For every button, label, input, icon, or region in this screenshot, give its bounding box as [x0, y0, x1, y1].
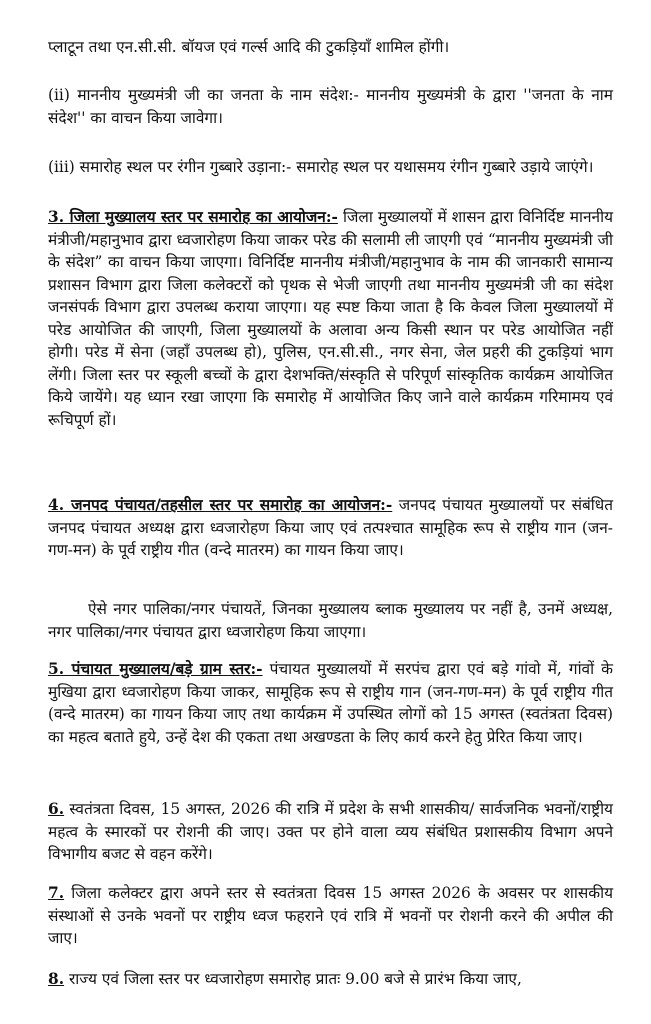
section-3-heading: 3. जिला मुख्यालय स्तर पर समारोह का आयोजन:- — [48, 208, 338, 226]
section-4-body: जनपद पंचायत मुख्यालयों पर संबंधित जनपद पंचायत अध्यक्ष द्वारा ध्वजारोहण किया जाए एवं तत्पश्चात सामूहिक रूप से राष्ट्रीय गान (जन-गण-मन) के पूर्व राष्ट्रीय गीत (वन्दे मातरम) का गायन किया जाए। — [48, 496, 613, 559]
section-4-sub-paragraph: ऐसे नगर पालिका/नगर पंचायतें, जिनका मुख्यालय ब्लाक मुख्यालय पर नहीं है, उनमें अध्यक्ष, नगर पालिका/नगर पंचायत द्वारा ध्वजारोहण किया जाएगा। — [48, 600, 613, 641]
paragraph-continuation: प्लाटून तथा एन.सी.सी. बॉयज एवं गर्ल्स आदि की टुकड़ियाँ शामिल होंगी। — [48, 38, 450, 56]
section-4-heading: 4. जनपद पंचायत/तहसील स्तर पर समारोह का आयोजन:- — [48, 496, 393, 514]
section-5-panchayat-village — [48, 658, 613, 748]
section-6-body: स्वतंत्रता दिवस, 15 अगस्त, 2026 की रात्रि में प्रदेश के सभी शासकीय/ सार्वजनिक भवनों/राष्ट्रीय महत्व के स्मारकों पर रोशनी की जाए। उक्त पर होने वाला व्यय संबंधित प्रशासकीय विभाग अपने विभागीय बजट से वहन करेंगे। — [48, 800, 613, 863]
section-8-flag-hoisting-time — [48, 968, 613, 991]
section-3-body: जिला मुख्यालयों में शासन द्वारा विनिर्दिष्ट माननीय मंत्रीजी/महानुभाव द्वारा ध्वजारोहण किया जाकर परेड की सलामी ली जाएगी एवं “माननीय मुख्यमंत्री जी के संदेश” का वाचन किया जाएगा। विनिर्दिष्ट माननीय मंत्रीजी/महानुभाव के नाम की जानकारी सामान्य प्रशासन विभाग द्वारा जिला कलेक्टरों को पृथक से भेजी जाएगी तथा माननीय मुख्यमंत्री जी का संदेश जनसंपर्क विभाग द्वारा उपलब्ध कराया जाएगा। यह स्पष्ट किया जाता है कि केवल जिला मुख्यालयों में परेड आयोजित की जाएगी, जिला मुख्यालयों के अलावा अन्य किसी स्थान पर परेड आयोजित नहीं होगी। परेड में सेना (जहाँ उपलब्ध हो), पुलिस, एन.सी.सी., नगर सेना, जेल प्रहरी की टुकड़ियां भाग लेंगी। जिला स्तर पर स्कूली बच्चों के द्वारा देशभक्ति/संस्कृति से परिपूर्ण सांस्कृतिक कार्यक्रम आयोजित किये जायेंगे। यह ध्यान रखा जाएगा कि समारोह में आयोजित किए जाने वाले कार्यक्रम गरिमामय एवं रूचिपूर्ण हों। — [48, 208, 613, 429]
paragraph-colored-balloons: (iii) समारोह स्थल पर रंगीन गुब्बारे उड़ाना:- समारोह स्थल पर यथासमय रंगीन गुब्बारे उड़ाये जाएंगे। — [48, 158, 594, 176]
paragraph-chief-minister-message: (ii) माननीय मुख्यमंत्री जी का जनता के नाम संदेश:- माननीय मुख्यमंत्री के द्वारा ''जनता के नाम संदेश'' का वाचन किया जावेगा। — [48, 86, 613, 127]
section-3-district-headquarters — [48, 206, 613, 431]
section-6-illumination — [48, 798, 613, 866]
section-8-body: राज्य एवं जिला स्तर पर ध्वजारोहण समारोह प्रातः 9.00 बजे से प्रारंभ किया जाए, — [64, 970, 522, 988]
section-5-heading: 5. पंचायत मुख्यालय/बड़े ग्राम स्तर:- — [48, 660, 263, 678]
section-7-body: जिला कलेक्टर द्वारा अपने स्तर से स्वतंत्रता दिवस 15 अगस्त 2026 के अवसर पर शासकीय संस्थाओं से उनके भवनों पर राष्ट्रीय ध्वज फहराने एवं रात्रि में भवनों पर रोशनी करने की अपील की जाए। — [48, 884, 613, 947]
section-7-collector-appeal — [48, 882, 613, 950]
section-6-number: 6. — [48, 800, 65, 818]
section-7-number: 7. — [48, 884, 65, 902]
section-4-janpad-panchayat — [48, 494, 613, 562]
section-8-number: 8. — [48, 970, 65, 988]
section-5-body: पंचायत मुख्यालयों में सरपंच द्वारा एवं बड़े गांवो में, गांवों के मुखिया द्वारा ध्वजारोहण किया जाकर, सामूहिक रूप से राष्ट्रीय गान (जन-गण-मन) के पूर्व राष्ट्रीय गीत (वन्दे मातरम) का गायन किया जाए तथा कार्यक्रम में उपस्थित लोगों को 15 अगस्त (स्वतंत्रता दिवस) का महत्व बताते हुये, उन्हें देश की एकता तथा अखण्डता के लिए कार्य करने हेतु प्रेरित किया जाए। — [48, 660, 613, 746]
